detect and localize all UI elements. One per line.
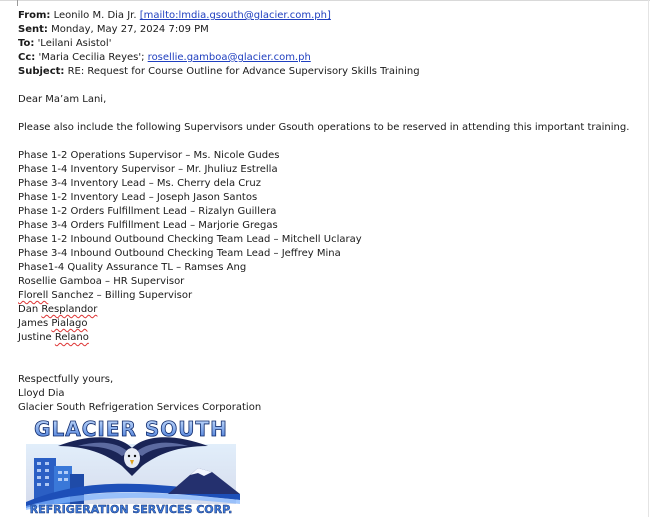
- signature-name: Lloyd Dia: [18, 388, 65, 399]
- window-top-border: [0, 0, 650, 7]
- subject-line: [18, 65, 646, 79]
- cc-value: 'Maria Cecilia Reyes';: [38, 52, 145, 63]
- supervisor-line: Phase 1-2 Orders Fulfillment Lead – Rizalyn Guillera: [18, 206, 277, 217]
- window-right-border: [648, 0, 649, 517]
- company-logo: [18, 416, 246, 516]
- to-line: [18, 37, 646, 51]
- logo-top-text: GLACIER SOUTH: [34, 417, 228, 441]
- attendee-line-dan: [18, 303, 646, 317]
- supervisor-line: Phase1-4 Quality Assurance TL – Ramses Ang: [18, 262, 247, 273]
- subject-value: RE: Request for Course Outline for Advance Supervisory Skills Training: [67, 66, 420, 77]
- logo-graphic: [18, 416, 246, 516]
- cc-email-link[interactable]: rosellie.gamboa@glacier.com.ph: [147, 52, 311, 63]
- attendee-first-name: Justine: [18, 332, 55, 343]
- greeting: Dear Ma’am Lani,: [18, 94, 107, 105]
- signature-closing: Respectfully yours,: [18, 374, 114, 385]
- cc-line: [18, 51, 646, 65]
- signature-company: Glacier South Refrigeration Services Corporation: [18, 402, 262, 413]
- supervisor-line: Phase 1-2 Inbound Outbound Checking Team Lead – Mitchell Uclaray: [18, 234, 362, 245]
- sent-label: Sent:: [18, 24, 48, 35]
- attendee-first-name: James: [18, 318, 52, 329]
- intro-paragraph: Please also include the following Supervisors under Gsouth operations to be reserved in attending this important training.: [18, 122, 630, 133]
- spellcheck-word: Relano: [54, 332, 89, 343]
- from-label: From:: [18, 10, 51, 21]
- sent-value: Monday, May 27, 2024 7:09 PM: [51, 24, 209, 35]
- to-label: To:: [18, 38, 35, 49]
- attendee-first-name: Dan: [18, 304, 42, 315]
- attendee-line-justine: [18, 331, 646, 345]
- spacer: [18, 345, 646, 359]
- supervisor-line: Phase 1-2 Operations Supervisor – Ms. Nicole Gudes: [18, 150, 280, 161]
- spacer: [18, 359, 646, 373]
- spacer: [18, 79, 646, 93]
- spellcheck-word: Florell: [18, 290, 49, 301]
- supervisor-line: Phase 3-4 Inventory Lead – Ms. Cherry dela Cruz: [18, 178, 261, 189]
- supervisor-line: Phase 1-4 Inventory Supervisor – Mr. Jhuliuz Estrella: [18, 164, 278, 175]
- sent-line: [18, 23, 646, 37]
- supervisor-line: Phase 3-4 Inbound Outbound Checking Team Lead – Jeffrey Mina: [18, 248, 341, 259]
- supervisor-line-florell: [18, 289, 646, 303]
- cc-label: Cc:: [18, 52, 36, 63]
- attendee-line-james: [18, 317, 646, 331]
- spacer: [18, 107, 646, 121]
- spacer: [18, 135, 646, 149]
- logo-bottom-text: REFRIGERATION SERVICES CORP.: [29, 503, 233, 516]
- spellcheck-word: Resplandor: [41, 304, 98, 315]
- from-name: Leonilo M. Dia Jr.: [53, 10, 137, 21]
- from-line: [18, 9, 646, 23]
- to-value: 'Leilani Asistol': [37, 38, 112, 49]
- ruler-tick: [17, 0, 18, 6]
- supervisor-line: Phase 3-4 Orders Fulfillment Lead – Marjorie Gregas: [18, 220, 278, 231]
- supervisor-line: Rosellie Gamboa – HR Supervisor: [18, 276, 185, 287]
- supervisor-line: Phase 1-2 Inventory Lead – Joseph Jason Santos: [18, 192, 258, 203]
- supervisor-role: Sanchez – Billing Supervisor: [48, 290, 193, 301]
- from-mailto-link[interactable]: [mailto:lmdia.gsouth@glacier.com.ph]: [139, 10, 331, 21]
- email-content: [18, 9, 646, 415]
- spellcheck-word: Pialago: [51, 318, 88, 329]
- subject-label: Subject:: [18, 66, 65, 77]
